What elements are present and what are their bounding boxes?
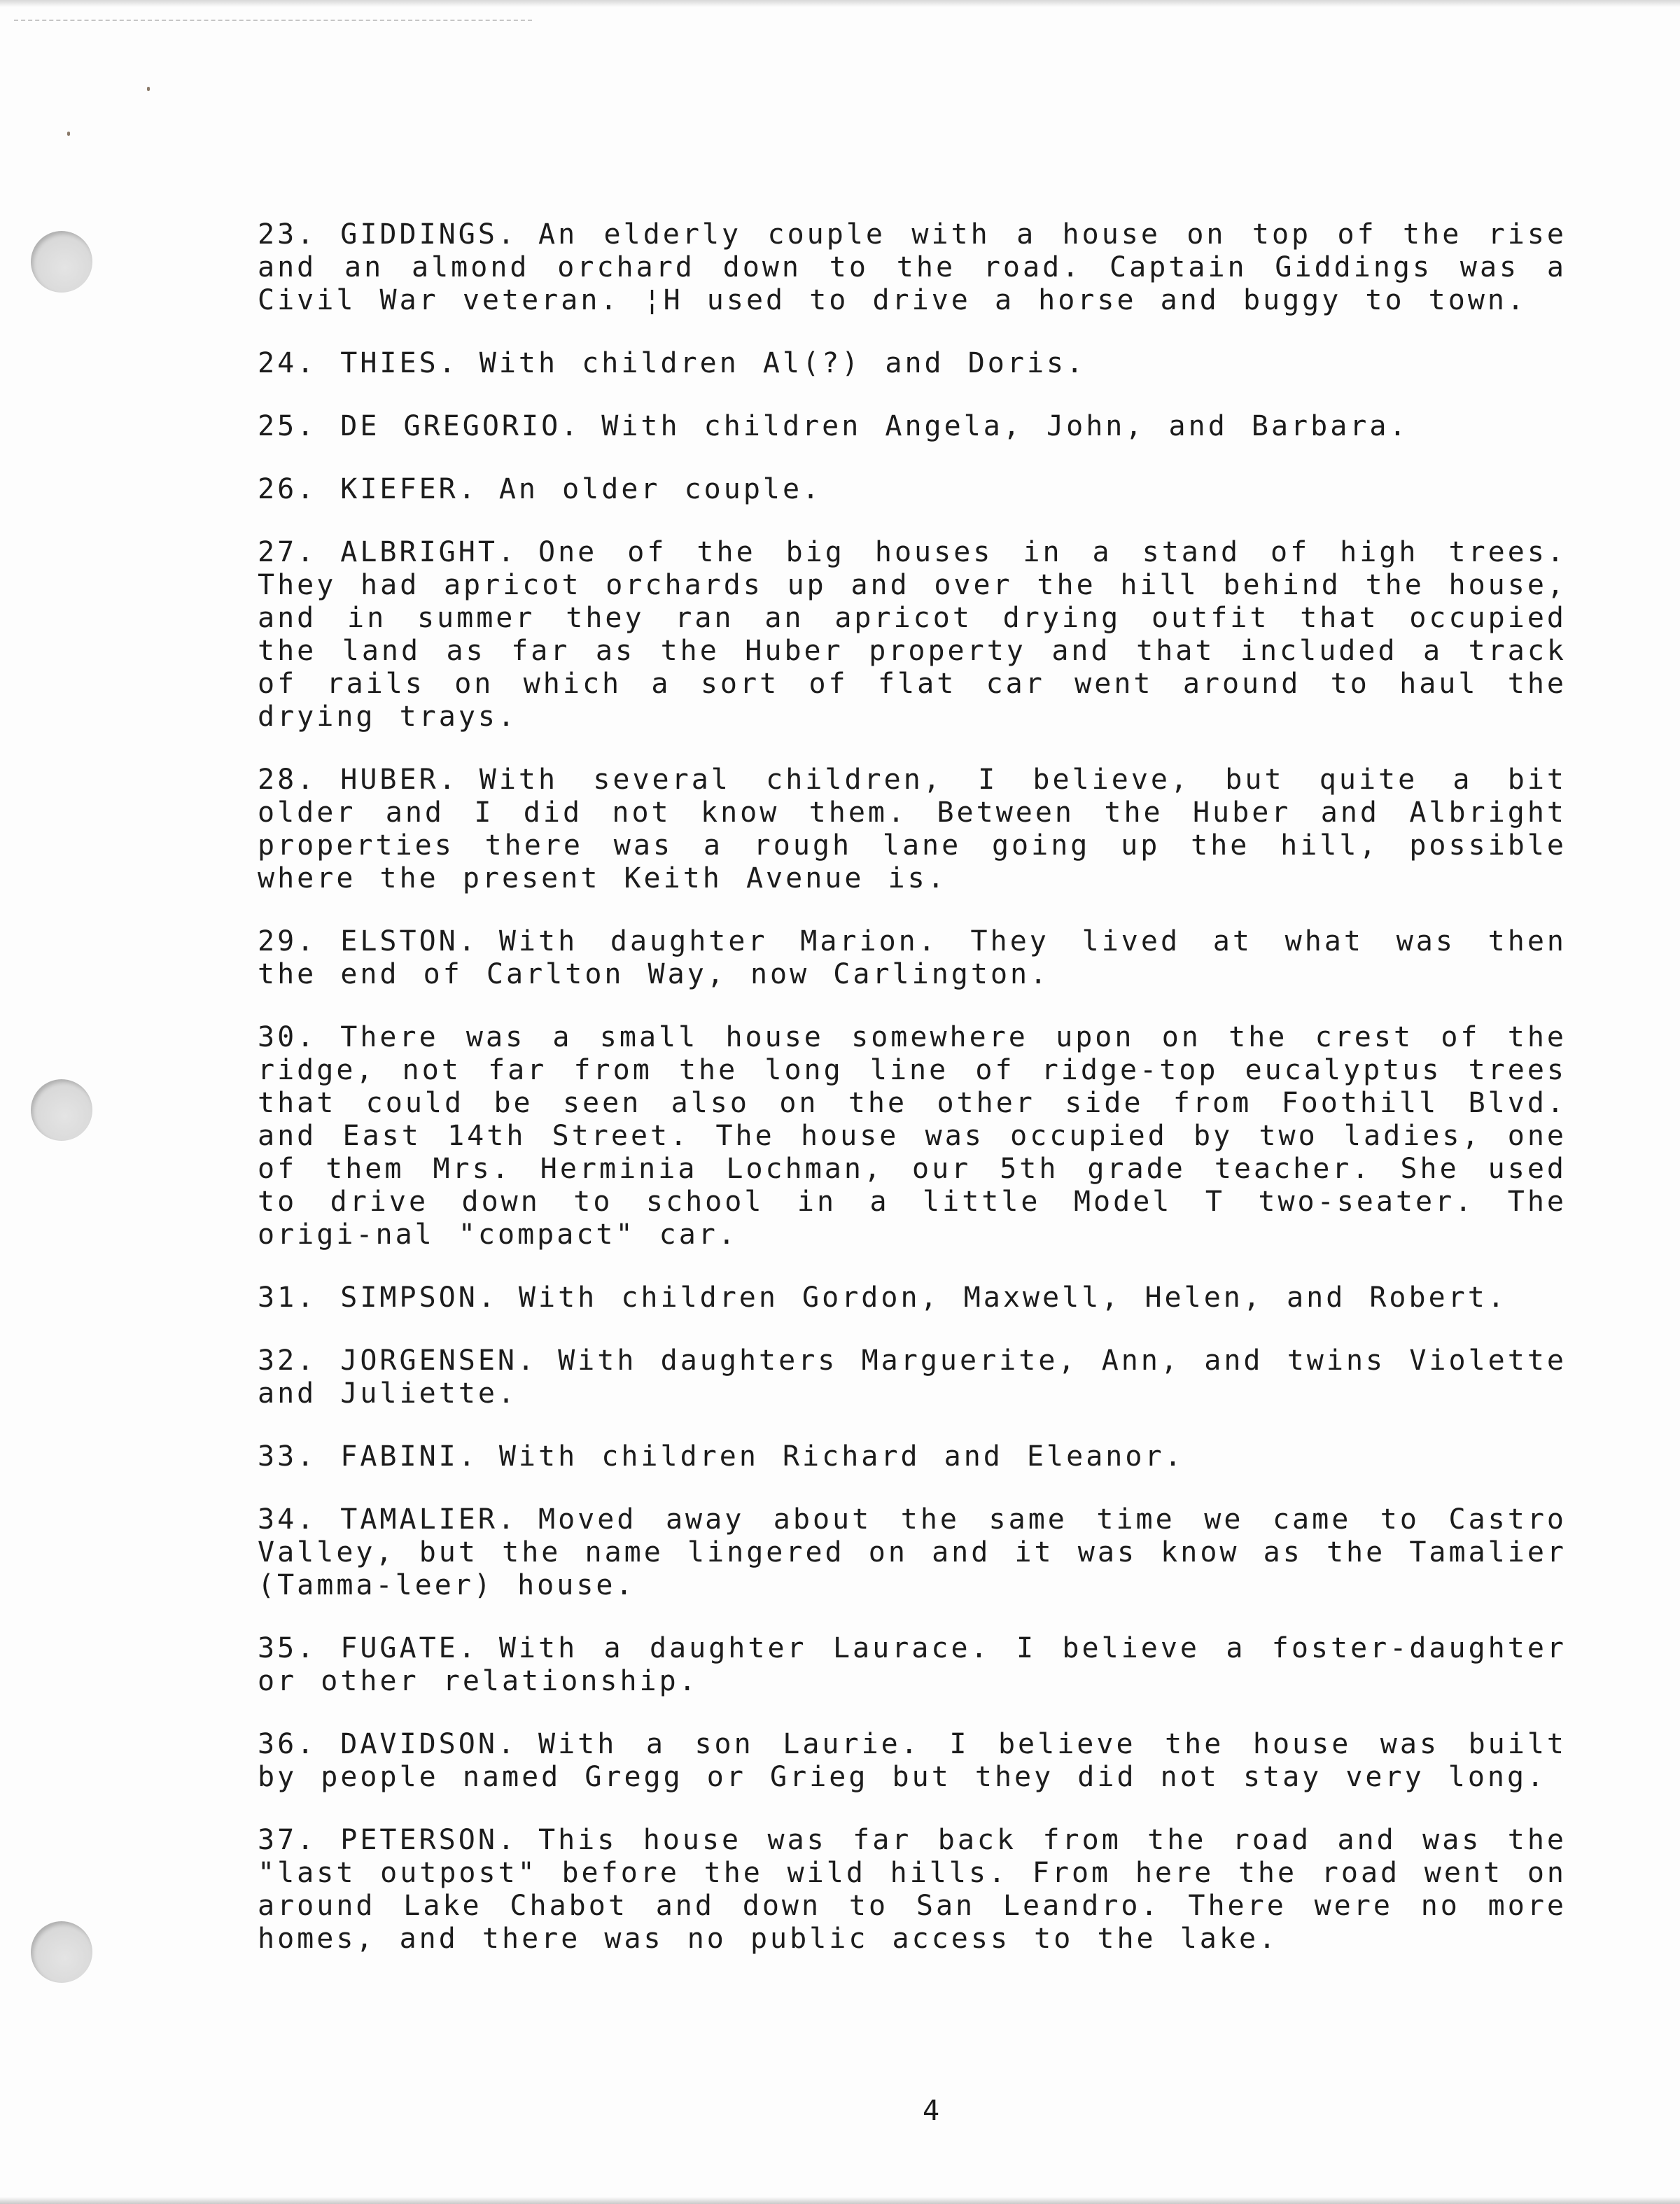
- entry-number: 35.: [258, 1632, 317, 1664]
- entry-28: [258, 764, 1567, 895]
- entry-34: [258, 1503, 1567, 1602]
- entry-text: With daughters Marguerite, Ann, and twins Violette and Juliette.: [258, 1345, 1567, 1410]
- entry-text: An older couple.: [498, 473, 822, 505]
- document-body: [258, 218, 1567, 1986]
- entry-number: 29.: [258, 925, 317, 957]
- entry-family-name: FUGATE.: [340, 1632, 478, 1664]
- entry-family-name: ELSTON.: [340, 925, 478, 957]
- punch-hole-icon: [31, 1921, 92, 1983]
- entry-text: With a daughter Laurace. I believe a foster-daughter or other relationship.: [258, 1632, 1567, 1697]
- entry-text: With children Al(?) and Doris.: [479, 347, 1086, 379]
- entry-family-name: PETERSON.: [340, 1824, 517, 1856]
- entry-text: With daughter Marion. They lived at what was then the end of Carlton Way, now Carlington.: [258, 925, 1567, 990]
- entry-number: 33.: [258, 1440, 317, 1473]
- entry-number: 32.: [258, 1345, 317, 1377]
- entry-number: 27.: [258, 536, 317, 568]
- entry-text: With children Richard and Eleanor.: [498, 1440, 1184, 1473]
- entry-family-name: DAVIDSON.: [340, 1728, 517, 1760]
- entry-text: One of the big houses in a stand of high trees. They had apricot orchards up and over the hill behind the house, and in summer they ran an apricot drying outfit that occupied the land as far as the Huber property and that included a track of rails on which a sort of flat car went around to haul the drying trays.: [258, 536, 1567, 733]
- entry-text: With children Gordon, Maxwell, Helen, and Robert.: [518, 1282, 1507, 1314]
- entry-number: 34.: [258, 1503, 317, 1536]
- entry-family-name: HUBER.: [340, 764, 458, 796]
- scan-speck: [147, 87, 150, 91]
- entry-family-name: DE GREGORIO.: [340, 410, 581, 442]
- entry-number: 24.: [258, 347, 317, 379]
- scan-artifact-line: [14, 20, 532, 21]
- entry-number: 31.: [258, 1282, 317, 1314]
- entry-family-name: JORGENSEN.: [340, 1345, 538, 1377]
- entry-number: 23.: [258, 218, 317, 251]
- page-number: 4: [923, 2095, 940, 2127]
- entry-25: [258, 410, 1567, 443]
- entry-24: [258, 347, 1567, 380]
- entry-27: [258, 536, 1567, 734]
- entry-number: 26.: [258, 473, 317, 505]
- entry-26: [258, 473, 1567, 506]
- entry-35: [258, 1632, 1567, 1698]
- entry-31: [258, 1282, 1567, 1314]
- entry-family-name: ALBRIGHT.: [340, 536, 517, 568]
- entry-number: 36.: [258, 1728, 317, 1760]
- entry-36: [258, 1728, 1567, 1794]
- entry-text: An elderly couple with a house on top of the rise and an almond orchard down to the road. Captain Giddings was a Civil War veteran. ¦H used to drive a horse and buggy to town.: [258, 218, 1567, 316]
- entry-text: With children Angela, John, and Barbara.: [601, 410, 1409, 442]
- entry-family-name: SIMPSON.: [340, 1282, 498, 1314]
- scan-top-edge: [0, 0, 1680, 7]
- entry-23: [258, 218, 1567, 317]
- entry-text: With several children, I believe, but quite a bit older and I did not know them. Between the Huber and Albright properties there was a rough lane going up the hill, possible where the present Keith Avenue is.: [258, 764, 1567, 894]
- entry-37: [258, 1824, 1567, 1956]
- entry-number: 30.: [258, 1021, 317, 1053]
- entry-29: [258, 925, 1567, 991]
- scan-bottom-edge: [0, 2197, 1680, 2204]
- entry-family-name: KIEFER.: [340, 473, 478, 505]
- punch-hole-icon: [31, 231, 92, 293]
- entry-32: [258, 1345, 1567, 1410]
- entry-text: This house was far back from the road and was the "last outpost" before the wild hills. From here the road went on around Lake Chabot and down to San Leandro. There were no more homes, and there was no public access to the lake.: [258, 1824, 1567, 1955]
- entry-text: There was a small house somewhere upon on the crest of the ridge, not far from the long line of ridge-top eucalyptus trees that could be seen also on the other side from Foothill Blvd. and East 14th Street. The house was occupied by two ladies, one of them Mrs. Herminia Lochman, our 5th grade teacher. She used to drive down to school in a little Model T two-seater. The origi-nal "compact" car.: [258, 1021, 1567, 1251]
- entry-30: [258, 1021, 1567, 1251]
- entry-family-name: FABINI.: [340, 1440, 478, 1473]
- punch-hole-icon: [31, 1079, 92, 1141]
- entry-number: 25.: [258, 410, 317, 442]
- entry-number: 37.: [258, 1824, 317, 1856]
- entry-number: 28.: [258, 764, 317, 796]
- entry-family-name: THIES.: [340, 347, 458, 379]
- scan-speck: [67, 132, 70, 136]
- entry-family-name: GIDDINGS.: [340, 218, 517, 251]
- entry-text: Moved away about the same time we came to Castro Valley, but the name lingered on and it was know as the Tamalier (Tamma-leer) house.: [258, 1503, 1567, 1601]
- entry-33: [258, 1440, 1567, 1473]
- entry-text: With a son Laurie. I believe the house was built by people named Gregg or Grieg but they did not stay very long.: [258, 1728, 1567, 1793]
- entry-family-name: TAMALIER.: [340, 1503, 517, 1536]
